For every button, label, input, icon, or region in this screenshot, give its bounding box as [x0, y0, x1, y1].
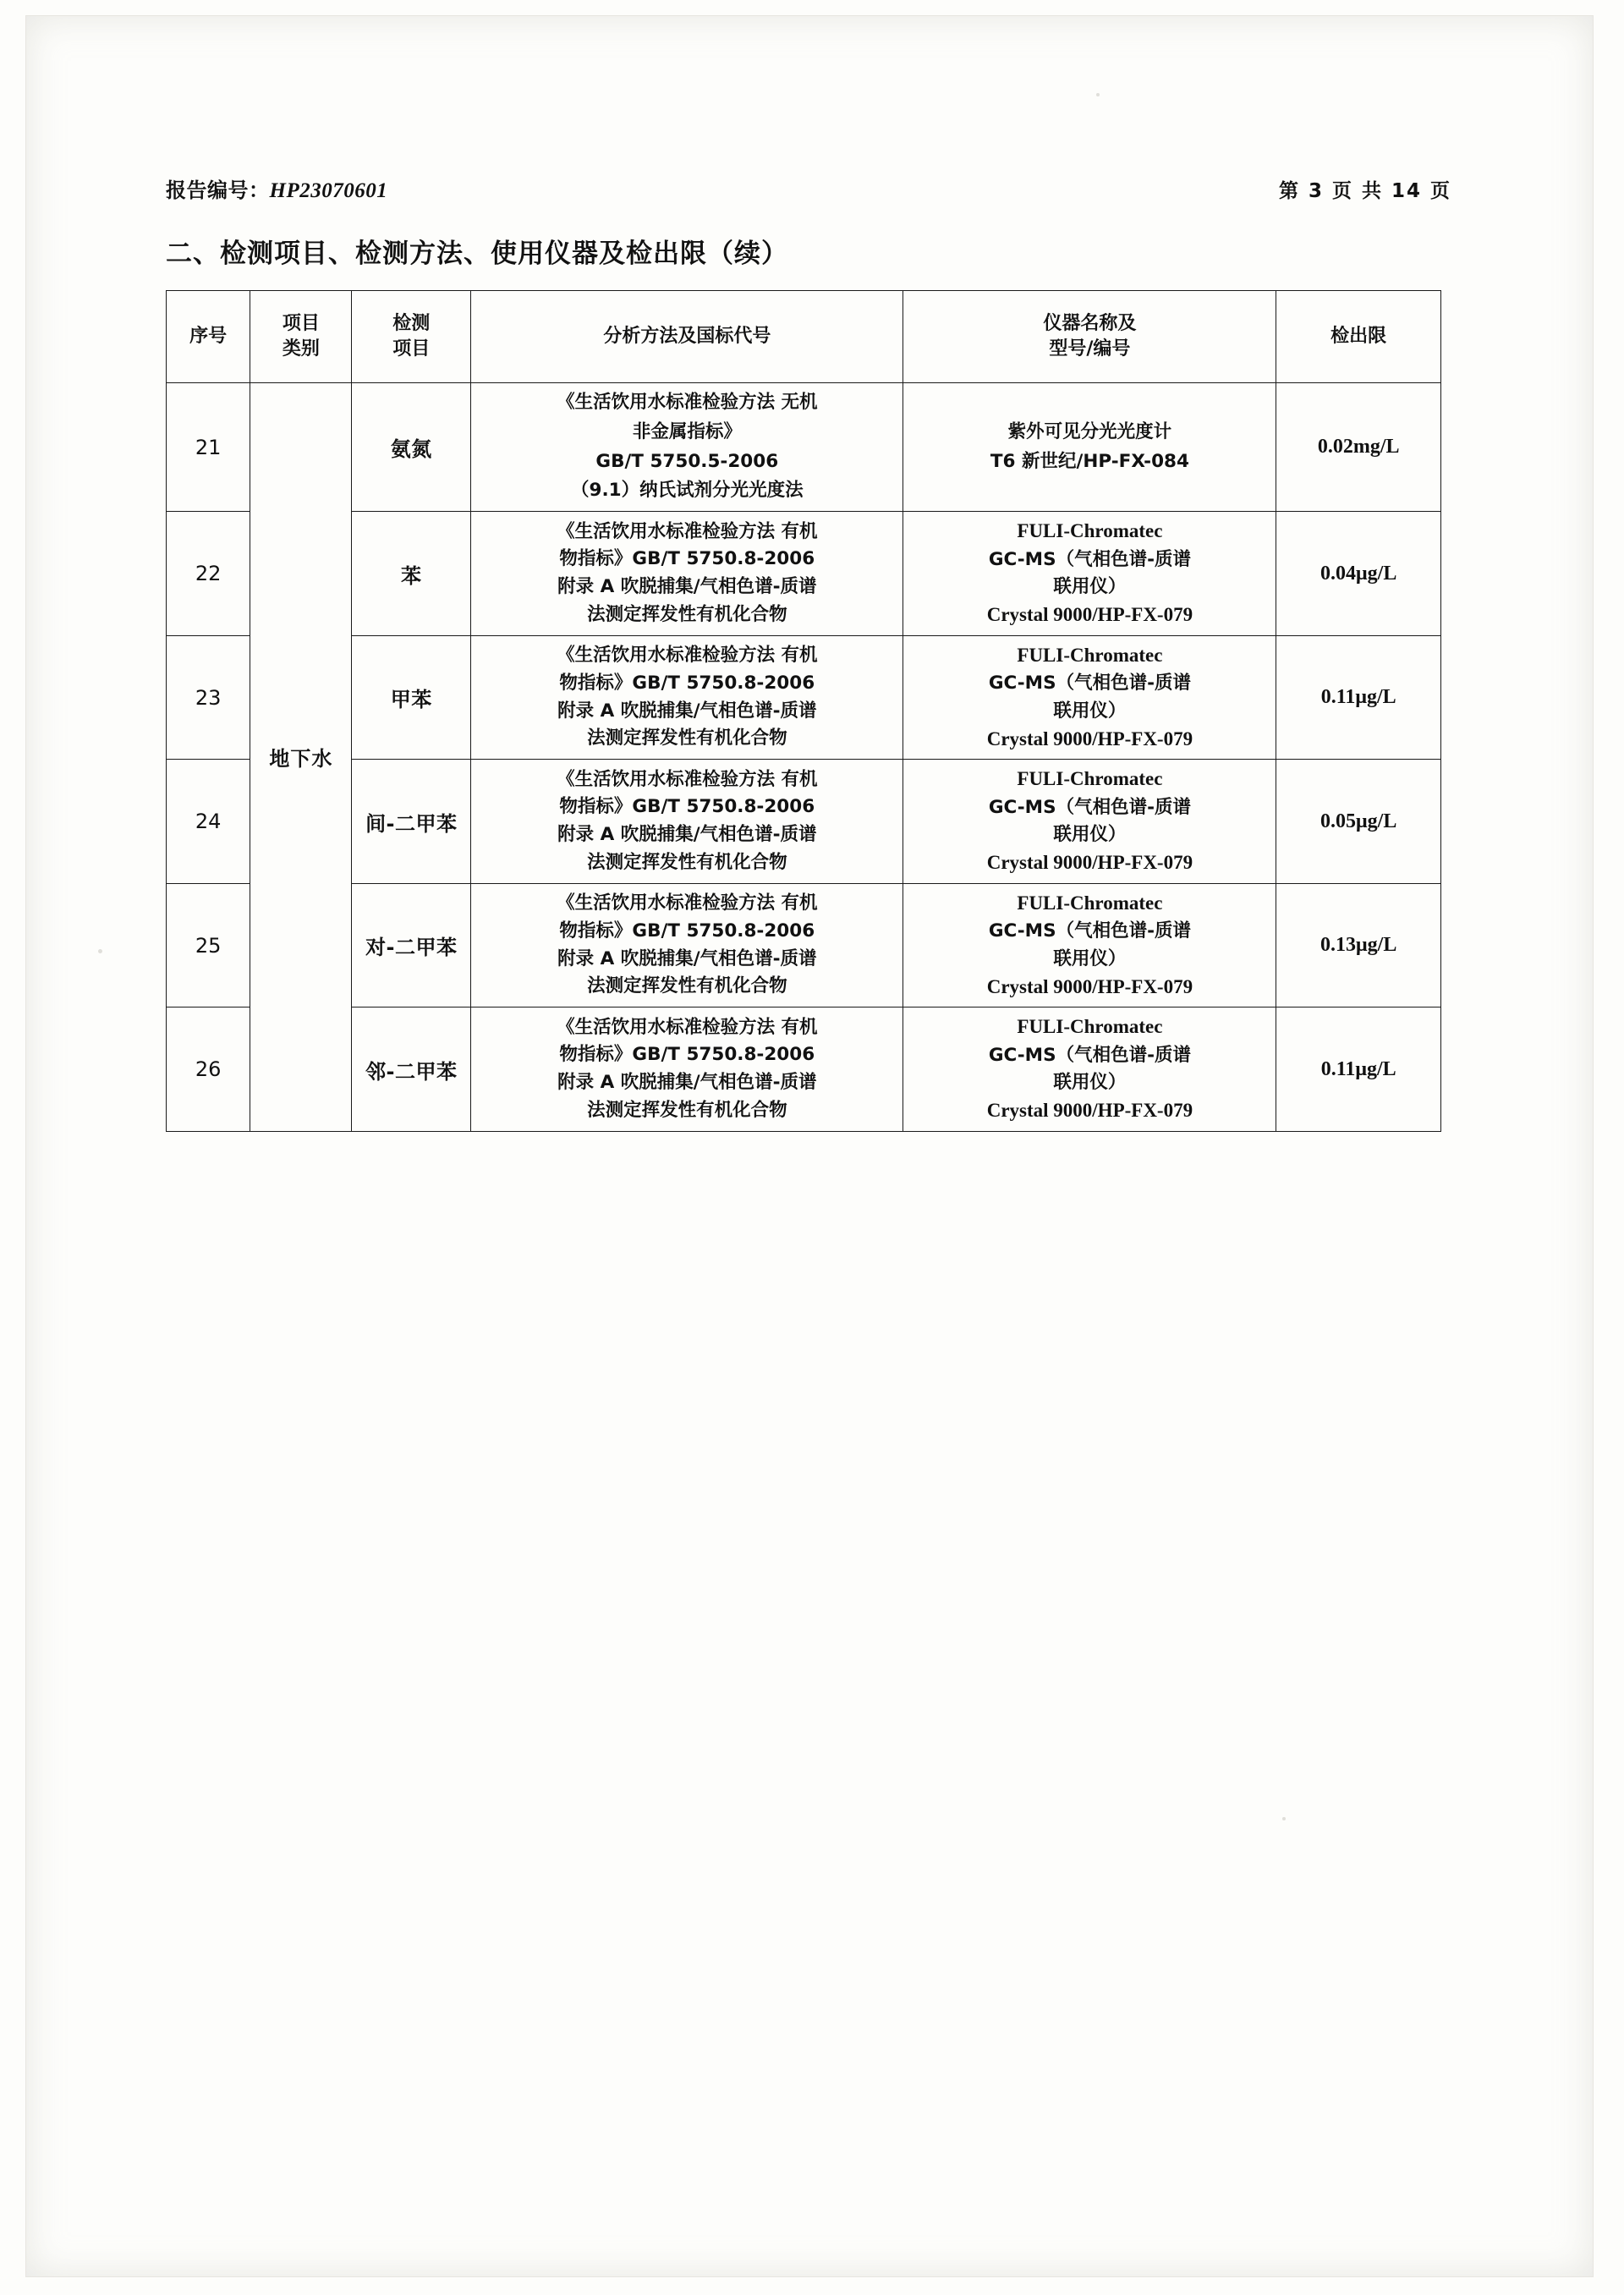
page-content: [166, 173, 1451, 1132]
col-header-no: 序号: [167, 291, 250, 383]
report-number-value: HP23070601: [269, 179, 388, 202]
cell-lod: 0.11μg/L: [1276, 1007, 1441, 1132]
table-row: [167, 883, 1441, 1007]
col-header-item: 检测 项目: [352, 291, 471, 383]
report-number-label: 报告编号：: [166, 178, 270, 202]
page-header: [166, 173, 1451, 203]
cell-method: 《生活饮用水标准检验方法 有机 物指标》GB/T 5750.8-2006 附录 A 吹脱捕集/气相色谱-质谱 法测定挥发性有机化合物: [471, 512, 903, 636]
cell-item: 间-二甲苯: [352, 760, 471, 884]
report-number: [166, 173, 387, 203]
cell-item: 对-二甲苯: [352, 883, 471, 1007]
cell-lod: 0.11μg/L: [1276, 635, 1441, 760]
col-header-instrument: 仪器名称及 型号/编号: [903, 291, 1276, 383]
cell-instrument: FULI-Chromatec GC-MS（气相色谱-质谱 联用仪） Crystal 9000/HP-FX-079: [903, 635, 1276, 760]
scan-speck: [1096, 93, 1100, 96]
detection-items-table: [166, 290, 1441, 1132]
table-body: [167, 383, 1441, 1132]
cell-item: 邻-二甲苯: [352, 1007, 471, 1132]
col-header-category: 项目 类别: [250, 291, 352, 383]
table-row: [167, 1007, 1441, 1132]
cell-no: 24: [167, 760, 250, 884]
cell-instrument: FULI-Chromatec GC-MS（气相色谱-质谱 联用仪） Crystal 9000/HP-FX-079: [903, 1007, 1276, 1132]
cell-lod: 0.04μg/L: [1276, 512, 1441, 636]
table-row: [167, 512, 1441, 636]
col-header-method: 分析方法及国标代号: [471, 291, 903, 383]
cell-instrument: FULI-Chromatec GC-MS（气相色谱-质谱 联用仪） Crystal 9000/HP-FX-079: [903, 883, 1276, 1007]
page-indicator: 第 3 页 共 14 页: [1278, 180, 1451, 202]
cell-item: 苯: [352, 512, 471, 636]
cell-lod: 0.02mg/L: [1276, 383, 1441, 512]
cell-no: 21: [167, 383, 250, 512]
table-row: [167, 383, 1441, 512]
table-row: [167, 760, 1441, 884]
cell-method: 《生活饮用水标准检验方法 有机 物指标》GB/T 5750.8-2006 附录 A 吹脱捕集/气相色谱-质谱 法测定挥发性有机化合物: [471, 883, 903, 1007]
cell-no: 25: [167, 883, 250, 1007]
cell-no: 22: [167, 512, 250, 636]
cell-category: 地下水: [250, 383, 352, 1132]
cell-item: 氨氮: [352, 383, 471, 512]
cell-item: 甲苯: [352, 635, 471, 760]
section-title: 二、检测项目、检测方法、使用仪器及检出限（续）: [166, 239, 788, 269]
cell-lod: 0.05μg/L: [1276, 760, 1441, 884]
cell-lod: 0.13μg/L: [1276, 883, 1441, 1007]
cell-method: 《生活饮用水标准检验方法 无机 非金属指标》 GB/T 5750.5-2006 （9.1）纳氏试剂分光光度法: [471, 383, 903, 512]
table-row: [167, 635, 1441, 760]
cell-instrument: FULI-Chromatec GC-MS（气相色谱-质谱 联用仪） Crystal 9000/HP-FX-079: [903, 760, 1276, 884]
col-header-lod: 检出限: [1276, 291, 1441, 383]
cell-instrument: FULI-Chromatec GC-MS（气相色谱-质谱 联用仪） Crystal 9000/HP-FX-079: [903, 512, 1276, 636]
table-header-row: [167, 291, 1441, 383]
cell-no: 23: [167, 635, 250, 760]
cell-instrument: 紫外可见分光光度计 T6 新世纪/HP-FX-084: [903, 383, 1276, 512]
cell-method: 《生活饮用水标准检验方法 有机 物指标》GB/T 5750.8-2006 附录 A 吹脱捕集/气相色谱-质谱 法测定挥发性有机化合物: [471, 635, 903, 760]
scan-speck: [98, 949, 102, 953]
cell-method: 《生活饮用水标准检验方法 有机 物指标》GB/T 5750.8-2006 附录 A 吹脱捕集/气相色谱-质谱 法测定挥发性有机化合物: [471, 1007, 903, 1132]
scan-speck: [1282, 1817, 1286, 1820]
cell-no: 26: [167, 1007, 250, 1132]
cell-method: 《生活饮用水标准检验方法 有机 物指标》GB/T 5750.8-2006 附录 A 吹脱捕集/气相色谱-质谱 法测定挥发性有机化合物: [471, 760, 903, 884]
